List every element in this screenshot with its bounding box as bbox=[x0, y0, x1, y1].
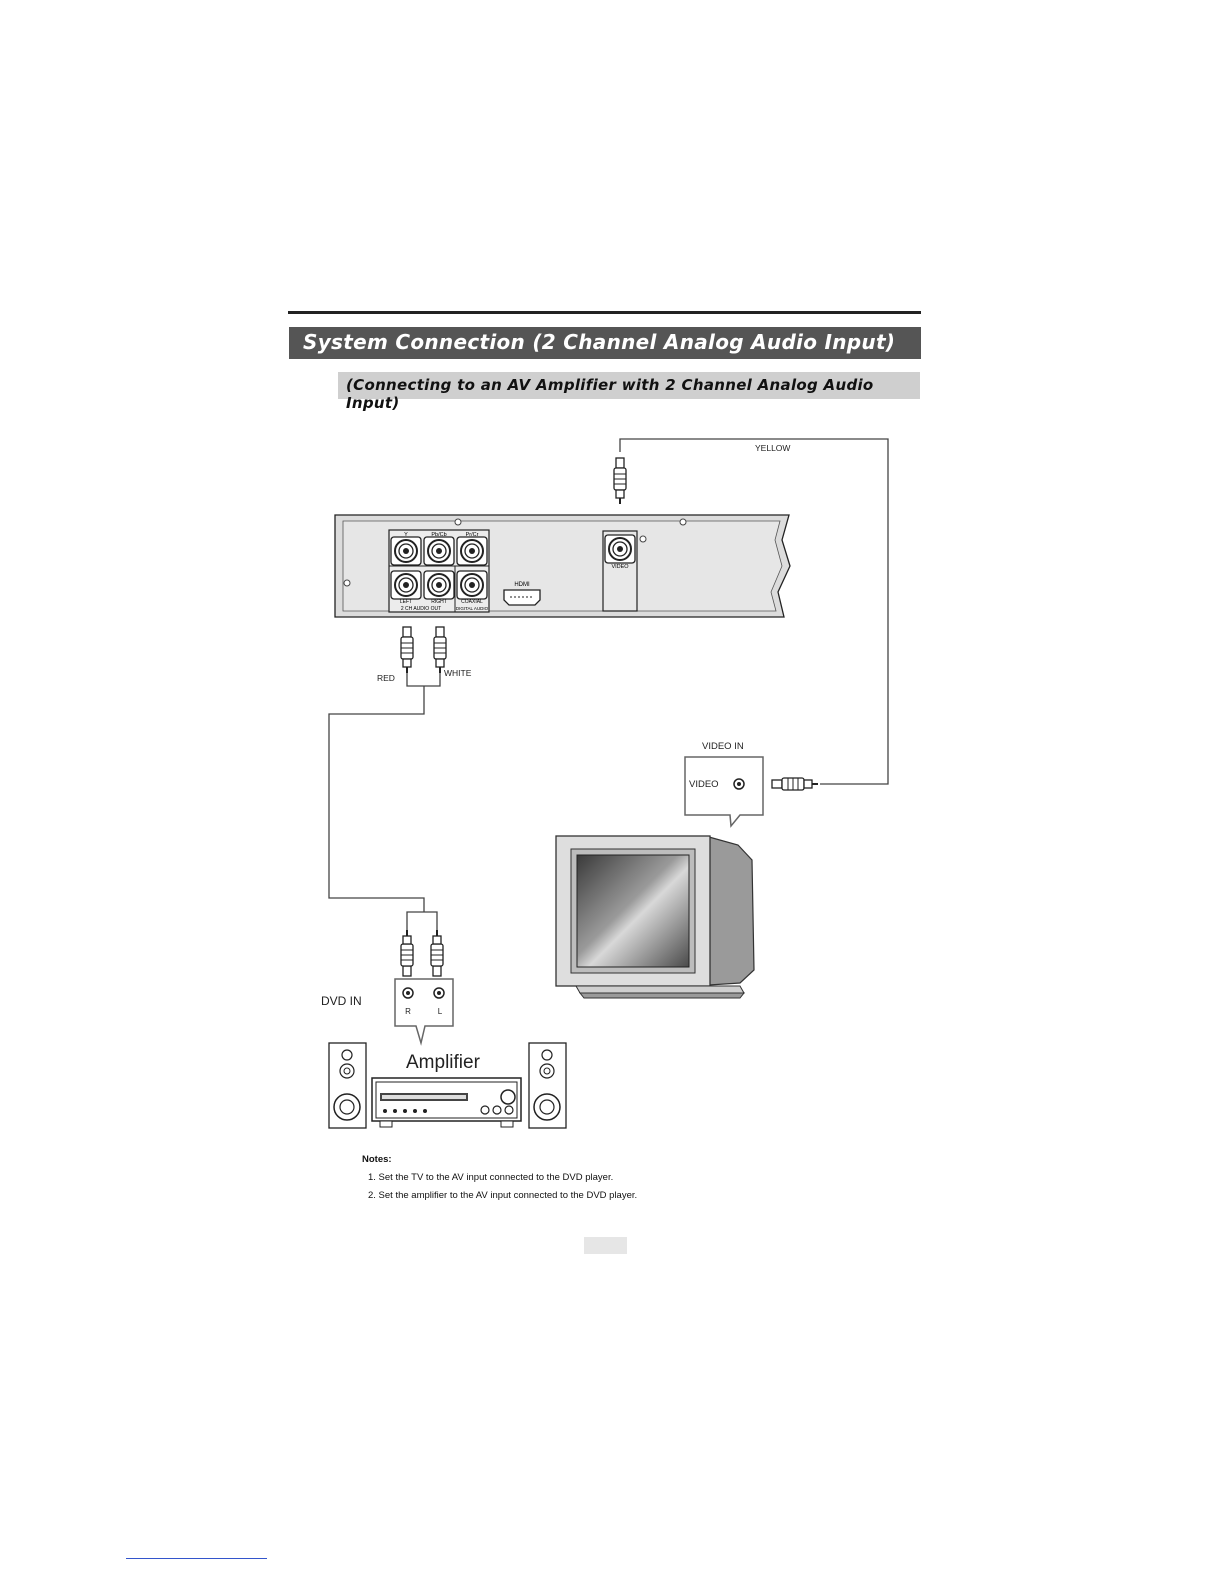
note-item-2: 2. Set the amplifier to the AV input connected to the DVD player. bbox=[368, 1190, 638, 1201]
section-subtitle: (Connecting to an AV Amplifier with 2 Channel Analog Audio Input) bbox=[346, 376, 874, 412]
dvd-player-rear-panel bbox=[335, 515, 790, 617]
yellow-cable-label: YELLOW bbox=[755, 443, 791, 453]
video-in-callout bbox=[685, 757, 763, 826]
jack-video bbox=[605, 535, 635, 563]
page-number-box bbox=[584, 1237, 627, 1254]
dvd-in-callout bbox=[395, 979, 453, 1043]
jack-y-label: Y bbox=[404, 532, 408, 538]
note-item-1: 1. Set the TV to the AV input connected to the DVD player. bbox=[368, 1172, 614, 1183]
dvd-in-heading: DVD IN bbox=[321, 994, 362, 1008]
audio-out-group-label: 2 CH AUDIO OUT bbox=[400, 606, 442, 612]
jack-right-label: RIGHT bbox=[431, 599, 447, 605]
tv-video-plug-icon bbox=[772, 778, 818, 790]
right-speaker-icon bbox=[529, 1043, 566, 1128]
red-plug-icon bbox=[401, 627, 413, 673]
television-icon bbox=[556, 836, 754, 998]
amp-red-plug-icon bbox=[401, 930, 413, 976]
footer-link-line bbox=[126, 1558, 267, 1559]
red-cable-label: RED bbox=[377, 673, 395, 683]
hdmi-label: HDMI bbox=[514, 582, 530, 588]
video-jack-label: VIDEO bbox=[611, 564, 629, 570]
video-in-label: VIDEO bbox=[689, 779, 719, 790]
notes-heading: Notes: bbox=[362, 1154, 392, 1165]
dvd-in-right-label: R bbox=[405, 1007, 411, 1016]
white-cable-label: WHITE bbox=[444, 668, 472, 678]
jack-coaxial-label: COAXIAL bbox=[461, 599, 483, 605]
jack-pbcb-label: Pb/Cb bbox=[431, 532, 447, 538]
amplifier-label: Amplifier bbox=[406, 1052, 480, 1073]
jack-left-label: LEFT bbox=[399, 599, 413, 605]
jack-pbcb bbox=[424, 537, 454, 565]
amp-white-plug-icon bbox=[431, 930, 443, 976]
jack-y bbox=[391, 537, 421, 565]
left-speaker-icon bbox=[329, 1043, 366, 1128]
yellow-plug-icon bbox=[614, 458, 626, 504]
dvd-in-left-label: L bbox=[437, 1007, 443, 1016]
jack-prcr bbox=[457, 537, 487, 565]
jack-prcr-label: Pr/Cr bbox=[465, 532, 479, 538]
video-in-heading: VIDEO IN bbox=[702, 741, 744, 752]
audio-cable bbox=[329, 667, 440, 930]
jack-coaxial bbox=[457, 571, 487, 599]
jack-right bbox=[424, 571, 454, 599]
section-title: System Connection (2 Channel Analog Audio Input) bbox=[303, 330, 896, 354]
jack-left bbox=[391, 571, 421, 599]
notes-section bbox=[362, 1151, 637, 1205]
amplifier-unit-icon bbox=[372, 1078, 521, 1127]
digital-audio-group-label: DIGITAL AUDIO bbox=[455, 606, 489, 611]
white-plug-icon bbox=[434, 627, 446, 673]
